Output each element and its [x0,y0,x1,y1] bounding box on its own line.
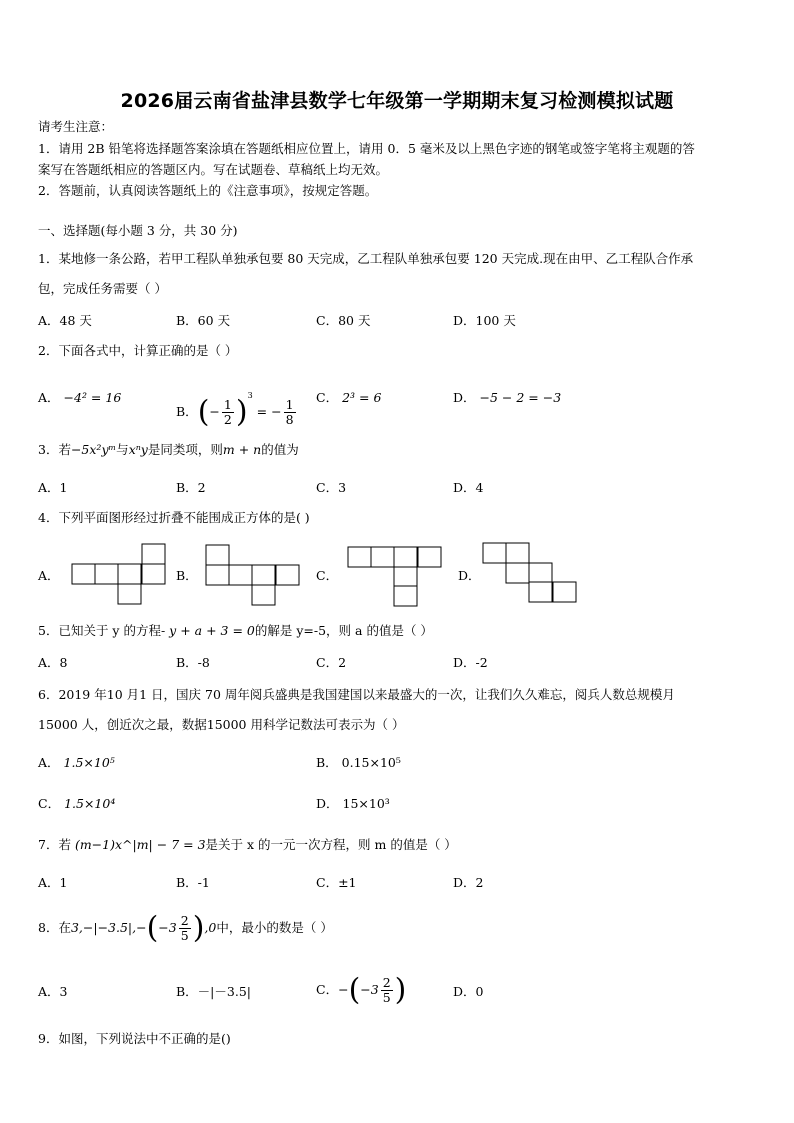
q6-option-b [316,754,401,772]
right-paren: ) [235,394,248,430]
q2-option-b-result [284,398,296,427]
question-1-line-2: 包，完成任务需要（ ） [38,281,167,296]
q4-net-a [70,542,170,606]
q4-net-b [204,543,304,607]
question-3-stem [38,441,299,459]
page-title: 2026届云南省盐津县数学七年级第一学期期末复习检测模拟试题 [120,90,674,112]
q3-option-d: D．4 [453,480,484,495]
q1-option-a: A．48 天 [38,313,92,328]
q6-option-a-expr: 1.5×10⁵ [63,755,115,770]
q5-option-d: D．-2 [453,655,488,670]
q2-option-a [38,389,121,407]
q6-option-d [316,795,390,813]
q5-equation: - y + a + 3 = 0 [160,623,255,638]
numerator: 2 [382,975,391,990]
q6-option-c [38,795,115,813]
q6-option-b-label: B． [316,755,338,770]
q2-option-b-exponent: 3 [247,391,253,400]
q8-mixed-fraction [179,914,191,943]
q2-option-a-expr: −4² = 16 [63,390,122,405]
q8-option-c-sign: − [338,982,349,997]
q8-list: 3,−|−3.5|,− [70,920,147,935]
q5-option-b: B．-8 [176,655,210,670]
q2-option-b [176,374,298,434]
q4-option-b-label: B． [176,568,198,583]
q8-option-d: D．0 [453,984,484,999]
q2-option-b-sign: − [209,404,220,419]
q6-option-b-expr: 0.15×10⁵ [341,755,401,770]
numerator: 1 [223,397,232,412]
q3-option-c: C．3 [316,480,347,495]
q3-end: 的值为 [261,442,299,457]
q6-option-a-label: A． [38,755,60,770]
right-paren: ) [192,910,205,946]
q7-option-a: A．1 [38,875,68,890]
q6-option-d-label: D． [316,796,339,811]
q8-list-end: ,0 [204,920,217,935]
q5-option-c: C．2 [316,655,347,670]
q7-pre: 7．若 [38,837,71,852]
q2-option-c-expr: 2³ = 6 [342,390,382,405]
denominator: 8 [285,412,294,427]
q4-net-d [481,541,581,605]
q8-post: 中，最小的数是（ ） [216,920,333,935]
notice-item-1-line-1: 1．请用 2B 铅笔将选择题答案涂填在答题纸相应位置上，请用 0．5 毫米及以上黑色字迹的钢笔或签字笔将主观题的答 [38,141,695,156]
question-1-line-1: 1．某地修一条公路，若甲工程队单独承包要 80 天完成，乙工程队单独承包要 120 天完成.现在由甲、乙工程队合作承 [38,251,694,266]
section-heading: 一、选择题(每小题 3 分，共 30 分) [38,223,238,238]
q3-option-a: A．1 [38,480,68,495]
left-paren: ( [146,910,159,946]
q3-term-1: −5x²yᵐ [70,442,117,457]
q5-option-a: A．8 [38,655,68,670]
q3-term-2: xⁿy [128,442,148,457]
q8-option-a: A．3 [38,984,68,999]
question-4-stem: 4．下列平面图形经过折叠不能围成正方体的是( ) [38,510,310,525]
q2-option-d-label: D． [453,390,476,405]
q7-option-c: C．±1 [316,875,357,890]
q7-option-b: B．-1 [176,875,210,890]
q2-option-b-eq: = − [256,404,282,419]
q2-option-d-expr: −5 − 2 = −3 [479,390,562,405]
notice-item-1-line-2: 案写在答题纸相应的答题区内。写在试题卷、草稿纸上均无效。 [38,162,389,177]
q1-option-b: B．60 天 [176,313,231,328]
q4-option-d-label: D． [458,568,481,583]
right-paren: ) [394,972,407,1008]
q7-option-d: D．2 [453,875,484,890]
q8-option-c-fraction [381,976,393,1005]
question-6-line-1: 6．2019 年10 月1 日，国庆 70 周年阅兵盛典是我国建国以来最盛大的一次，让我们久久难忘，阅兵人数总规模月 [38,687,675,702]
q6-option-c-expr: 1.5×10⁴ [64,796,116,811]
q8-option-b: B．－|－3.5| [176,984,251,999]
q8-option-c-label: C． [316,982,339,997]
denominator: 2 [223,412,232,427]
q4-option-c-label: C． [316,568,339,583]
q7-post: 是关于 x 的一元一次方程，则 m 的值是（ ） [205,837,457,852]
q3-pre: 3．若 [38,442,71,457]
q4-option-a-label: A． [38,568,60,583]
notice-heading: 请考生注意： [38,119,114,134]
question-5-stem [38,622,433,640]
q1-option-c: C．80 天 [316,313,371,328]
denominator: 5 [382,990,391,1005]
q2-option-c-label: C． [316,390,339,405]
q3-sum: m + n [222,442,262,457]
q2-option-b-label: B． [176,404,198,419]
q2-option-c [316,389,381,407]
q3-option-b: B．2 [176,480,206,495]
q5-pre: 5．已知关于 y 的方程 [38,623,161,638]
question-6-line-2: 15000 人，创近次之最，数据15000 用科学记数法可表示为（ ） [38,717,405,732]
q8-option-c [316,968,406,1012]
q1-option-d: D．100 天 [453,313,516,328]
denominator: 5 [180,928,189,943]
q8-option-c-whole: −3 [360,982,379,997]
q2-option-d [453,389,561,407]
question-7-stem [38,836,457,854]
q6-option-c-label: C． [38,796,61,811]
left-paren: ( [197,394,210,430]
q3-post: 是同类项，则 [147,442,223,457]
q2-option-a-label: A． [38,390,60,405]
numerator: 1 [285,397,294,412]
q2-option-b-fraction [222,398,234,427]
left-paren: ( [348,972,361,1008]
numerator: 2 [180,913,189,928]
q3-mid: 与 [116,442,129,457]
q6-option-a [38,754,115,772]
q8-mixed-whole: −3 [158,920,177,935]
q5-post: 的解是 y=-5，则 a 的值是（ ） [254,623,433,638]
q7-equation: (m−1)x^|m| − 7 = 3 [74,837,206,852]
question-8-stem [38,906,333,950]
question-9-stem: 9．如图，下列说法中不正确的是() [38,1031,231,1046]
question-2-stem: 2．下面各式中，计算正确的是（ ） [38,343,238,358]
q4-net-c [346,545,446,609]
notice-item-2: 2．答题前，认真阅读答题纸上的《注意事项》，按规定答题。 [38,183,378,198]
q8-pre: 8．在 [38,920,71,935]
q6-option-d-expr: 15×10³ [342,796,390,811]
